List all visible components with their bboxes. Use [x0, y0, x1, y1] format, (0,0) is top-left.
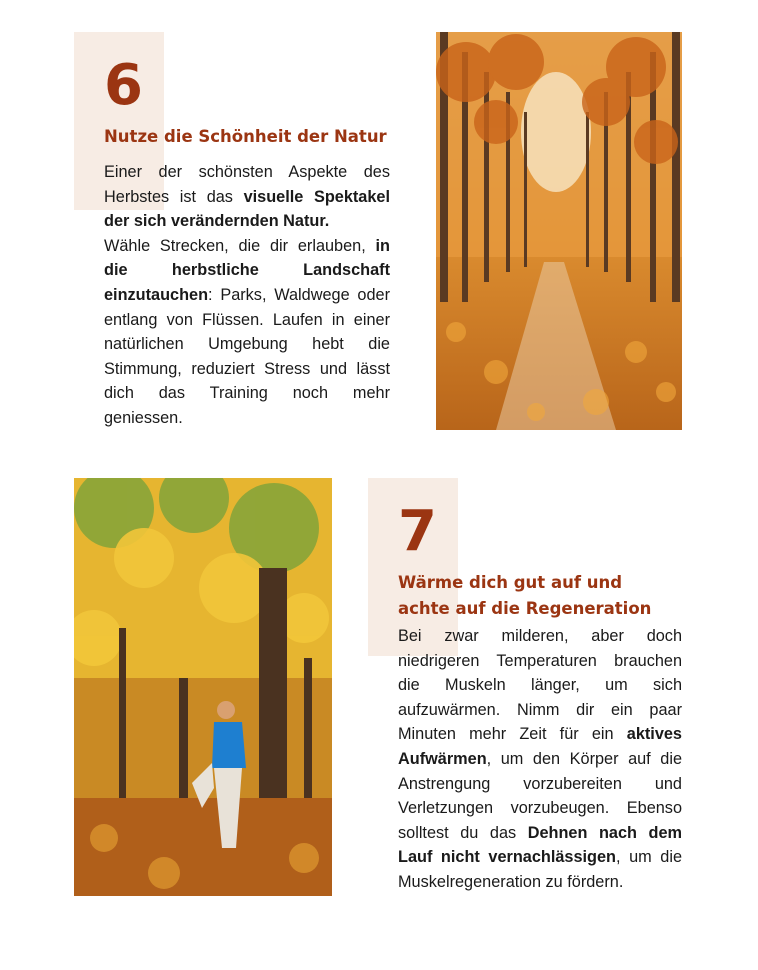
section-7-text-a: Bei zwar milderen, aber doch niedrigeren Temperaturen brauchen die Muskeln länger, um sich aufzuwärmen. Nimm dir ein paar Minuten mehr Zeit für ein	[398, 627, 682, 744]
section-6-text-2a: Wähle Strecken, die dir erlauben,	[104, 236, 376, 255]
section-7-heading-line-1: Wärme dich gut auf und	[398, 573, 623, 592]
section-6-text-2b: in die herbstliche Landschaft einzutauchen	[104, 236, 390, 304]
section-6-text-2c: : Parks, Waldwege oder entlang von Flüssen. Laufen in einer natürlichen Umgebung hebt die Stimmung, reduziert Stress und lässt dich das Training noch mehr geniessen.	[104, 285, 390, 427]
forest-path-photo	[436, 32, 682, 430]
section-7-text-d: Dehnen nach dem Lauf nicht vernachlässigen	[398, 823, 682, 867]
section-7-heading	[398, 570, 698, 622]
section-6-heading: Nutze die Schönheit der Natur	[104, 127, 387, 146]
section-6-paragraph	[104, 160, 390, 431]
section-7-text-b: aktives Aufwärmen	[398, 725, 682, 768]
section-6-text-1b: visuelle Spektakel der sich verändernden Natur.	[104, 187, 390, 231]
section-number-7: 7	[398, 499, 437, 564]
forest-path-illustration	[436, 32, 682, 430]
section-7-text-c: , um den Körper auf die Anstrengung vorzubereiten und Verletzungen vorzubeugen. Ebenso solltest du das	[398, 749, 682, 842]
section-6-text-1a: Einer der schönsten Aspekte des Herbstes ist das	[104, 163, 390, 206]
section-7-heading-line-2: achte auf die Regeneration	[398, 599, 652, 618]
section-7-paragraph	[398, 624, 682, 895]
section-7-text-e: , um die Muskelregeneration zu fördern.	[398, 848, 682, 891]
runner-stretching-illustration	[74, 478, 332, 896]
runner-stretching-photo	[74, 478, 332, 896]
section-number-6: 6	[104, 53, 143, 118]
